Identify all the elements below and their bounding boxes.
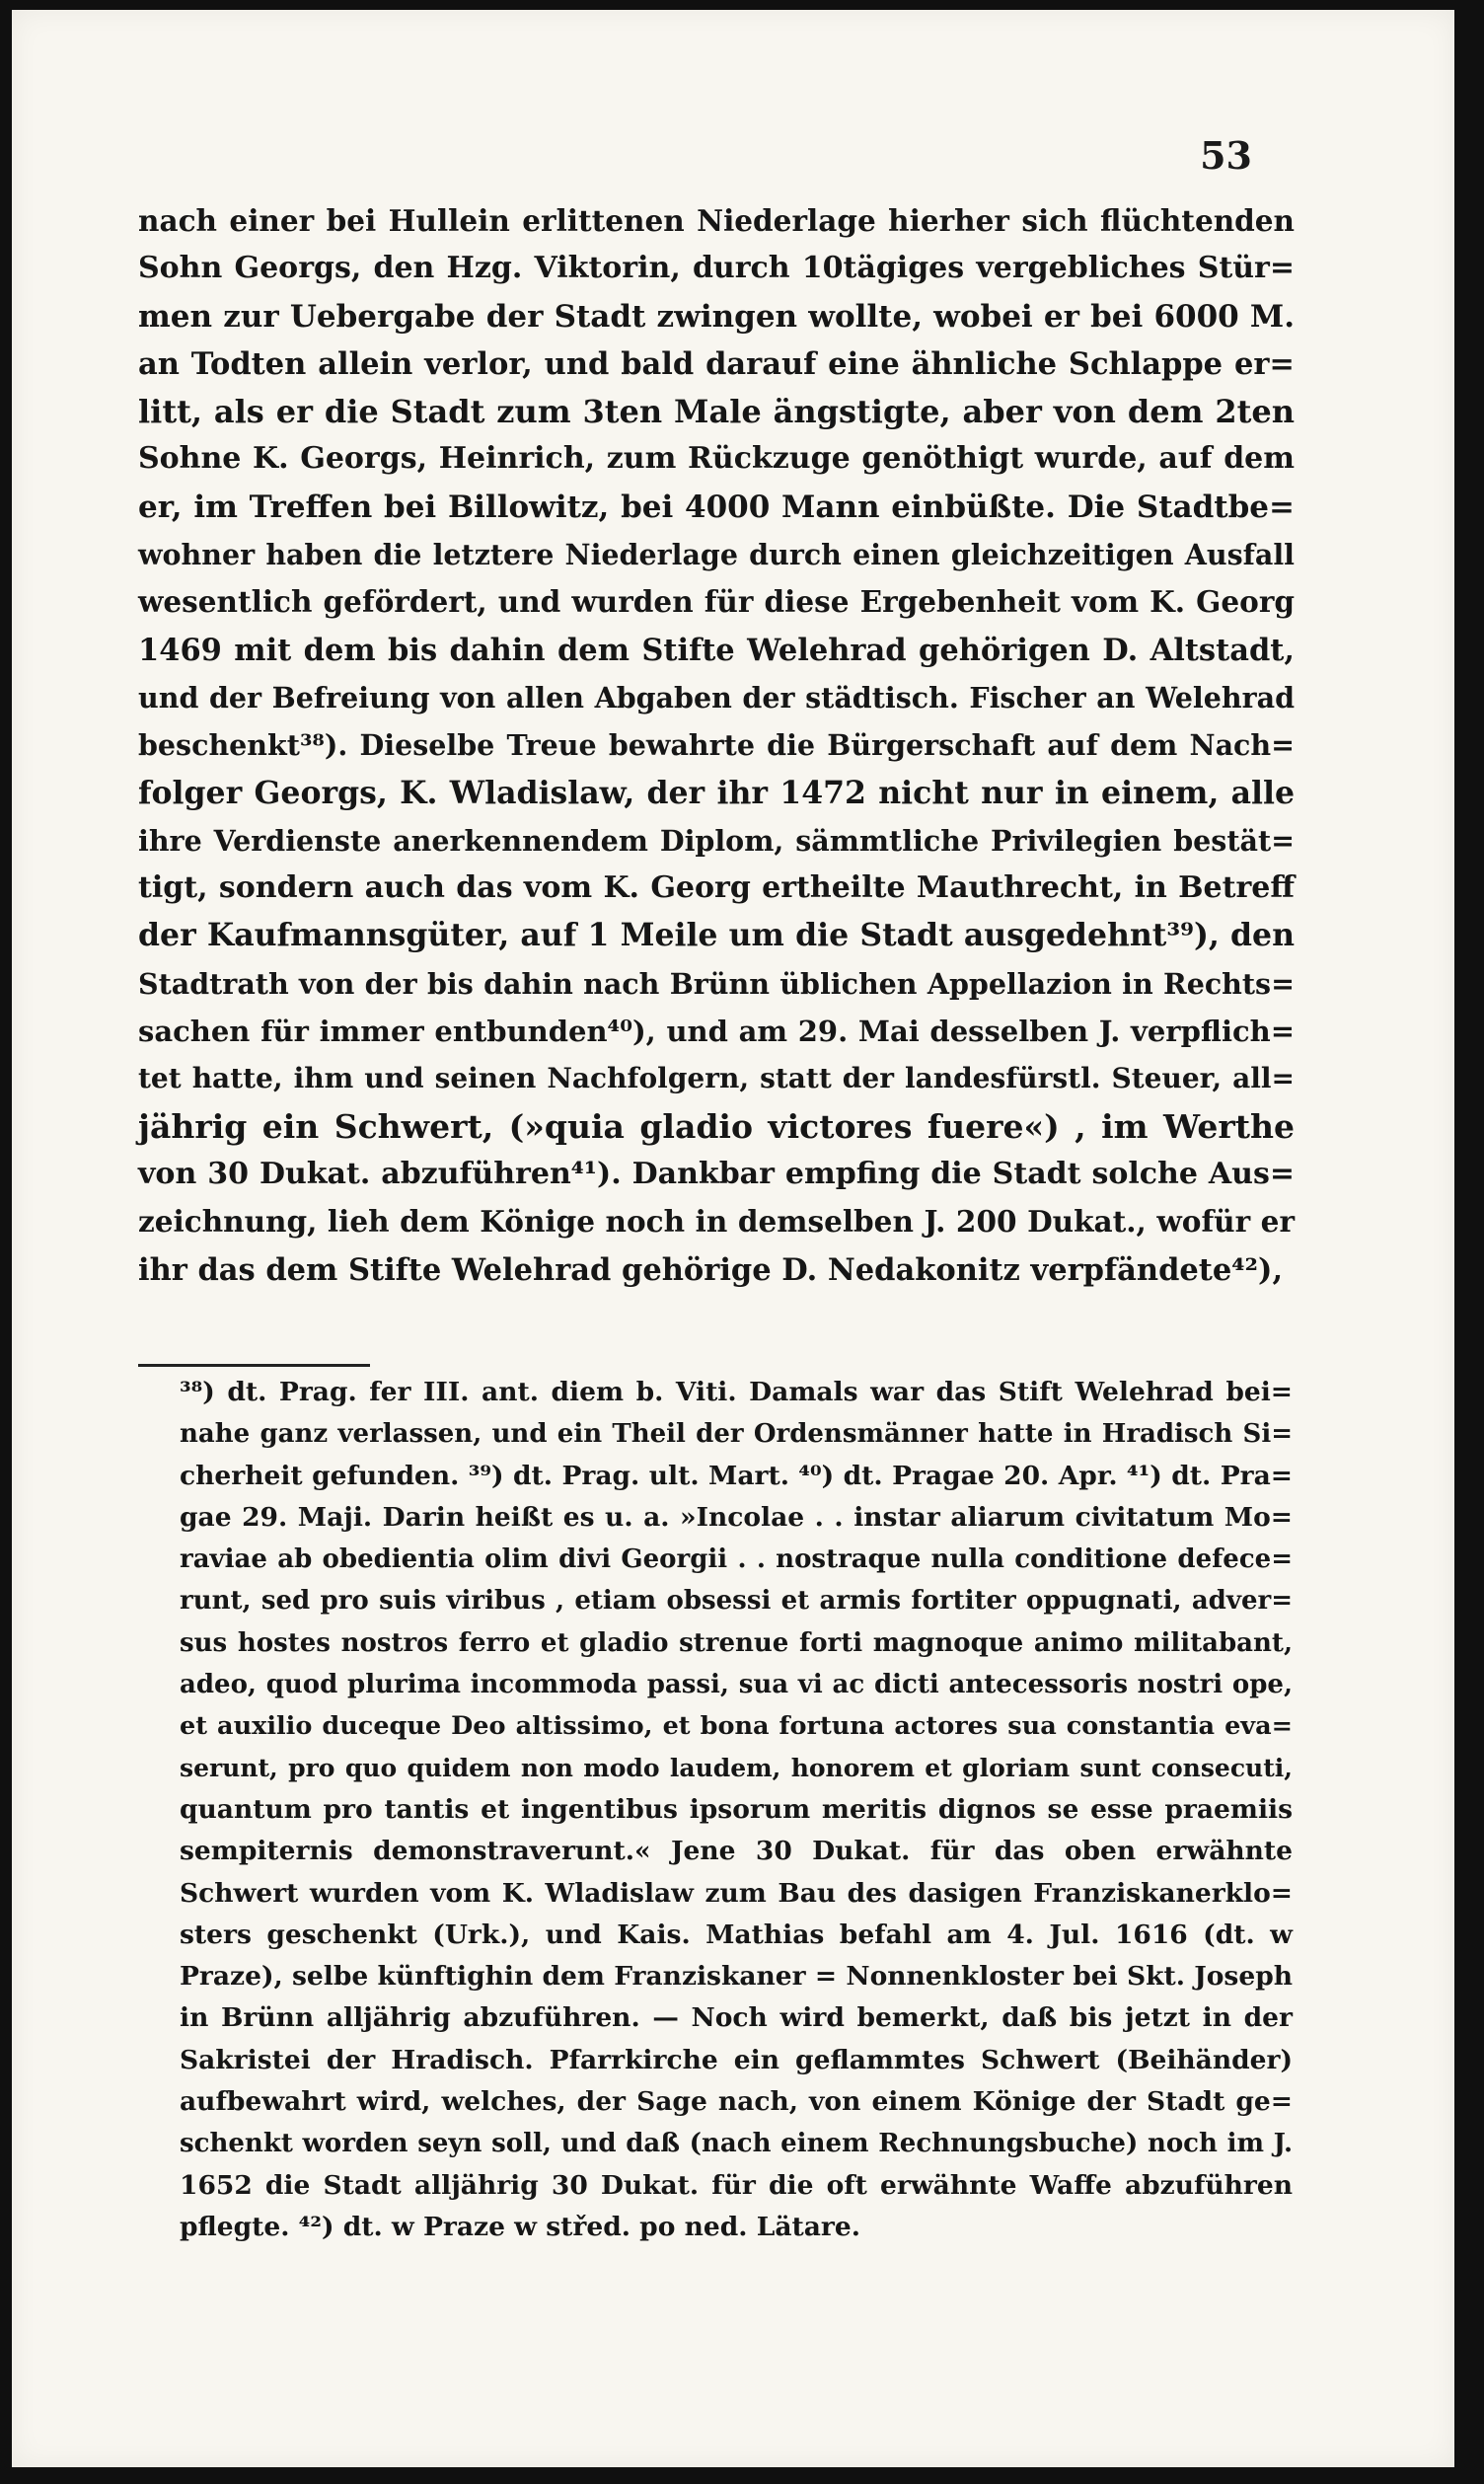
text-line: sachen für immer entbunden⁴⁰), und am 29. Mai desselben J. verpflich= bbox=[138, 1015, 1295, 1049]
text-line: und der Befreiung von allen Abgaben der städtisch. Fischer an Welehrad bbox=[138, 680, 1295, 715]
text-line: Sohn Georgs, den Hzg. Viktorin, durch 10tägiges vergebliches Stür= bbox=[138, 251, 1295, 286]
text-line: ihr das dem Stifte Welehrad gehörige D. Nedakonitz verpfändete⁴²), bbox=[138, 1251, 1284, 1288]
text-line: tet hatte, ihm und seinen Nachfolgern, statt der landesfürstl. Steuer, all= bbox=[138, 1062, 1295, 1095]
footnote-line: ³⁸) dt. Prag. fer III. ant. diem b. Viti. Damals war das Stift Welehrad bei= bbox=[180, 1377, 1293, 1407]
main-text bbox=[138, 197, 1295, 1294]
text-line: tigt, sondern auch das vom K. Georg ertheilte Mauthrecht, in Betreff bbox=[138, 870, 1295, 906]
footnote-line: schenkt worden seyn soll, und daß (nach einem Rechnungsbuche) noch im J. bbox=[180, 2129, 1293, 2159]
footnote-line: sus hostes nostros ferro et gladio strenue forti magnoque animo militabant, bbox=[180, 1627, 1293, 1658]
text-line: men zur Uebergabe der Stadt zwingen wollte, wobei er bei 6000 M. bbox=[138, 298, 1295, 335]
footnote-line: raviae ab obedientia olim divi Georgii . . nostraque nulla conditione defece= bbox=[180, 1544, 1293, 1575]
footnote-line: gae 29. Maji. Darin heißt es u. a. »Incolae . . instar aliarum civitatum Mo= bbox=[180, 1501, 1293, 1533]
footnote-line: Schwert wurden vom K. Wladislaw zum Bau des dasigen Franziskanerklo= bbox=[180, 1877, 1293, 1909]
text-line: nach einer bei Hullein erlittenen Niederlage hierher sich flüchtenden bbox=[138, 203, 1295, 238]
footnote-line: Sakristei der Hradisch. Pfarrkirche ein geflammtes Schwert (Beihänder) bbox=[180, 2044, 1293, 2075]
text-line: von 30 Dukat. abzuführen⁴¹). Dankbar empfing die Stadt solche Aus= bbox=[138, 1156, 1295, 1191]
footnote-line: Praze), selbe künftighin dem Franziskaner = Nonnenkloster bei Skt. Joseph bbox=[180, 1961, 1293, 1993]
footnote-line: adeo, quod plurima incommoda passi, sua vi ac dicti antecessoris nostri ope, bbox=[180, 1670, 1293, 1700]
text-line: 1469 mit dem bis dahin dem Stifte Welehrad gehörigen D. Altstadt, bbox=[138, 632, 1295, 668]
footnote-line: serunt, pro quo quidem non modo laudem, honorem et gloriam sunt consecuti, bbox=[180, 1753, 1293, 1782]
footnote-line: et auxilio duceque Deo altissimo, et bona fortuna actores sua constantia eva= bbox=[180, 1711, 1293, 1742]
book-page bbox=[12, 10, 1454, 2467]
text-line: jährig ein Schwert, (»quia gladio victores fuere«) , im Werthe bbox=[138, 1106, 1295, 1146]
footnote-line: in Brünn alljährig abzuführen. — Noch wird bemerkt, daß bis jetzt in der bbox=[180, 2002, 1293, 2034]
footnote-line: sters geschenkt (Urk.), und Kais. Mathias befahl am 4. Jul. 1616 (dt. w bbox=[180, 1919, 1293, 1950]
text-line: wohner haben die letztere Niederlage durch einen gleichzeitigen Ausfall bbox=[138, 538, 1295, 572]
text-line: ihre Verdienste anerkennendem Diplom, sämmtliche Privilegien bestät= bbox=[138, 823, 1295, 858]
footnote-line: cherheit gefunden. ³⁹) dt. Prag. ult. Mart. ⁴⁰) dt. Pragae 20. Apr. ⁴¹) dt. Pra= bbox=[180, 1460, 1293, 1491]
text-line: an Todten allein verlor, und bald darauf eine ähnliche Schlappe er= bbox=[138, 345, 1295, 382]
text-line: litt, als er die Stadt zum 3ten Male ängstigte, aber von dem 2ten bbox=[138, 393, 1295, 431]
text-line: Sohne K. Georgs, Heinrich, zum Rückzuge genöthigt wurde, auf dem bbox=[138, 441, 1295, 477]
text-line: wesentlich gefördert, und wurden für diese Ergebenheit vom K. Georg bbox=[138, 584, 1295, 620]
text-line: beschenkt³⁸). Dieselbe Treue bewahrte die Bürgerschaft auf dem Nach= bbox=[138, 728, 1295, 763]
text-line: der Kaufmannsgüter, auf 1 Meile um die Stadt ausgedehnt³⁹), den bbox=[138, 917, 1295, 954]
footnote-line: runt, sed pro suis viribus , etiam obsessi et armis fortiter oppugnati, adver= bbox=[180, 1586, 1293, 1617]
footnotes bbox=[180, 1372, 1293, 2248]
text-line: folger Georgs, K. Wladislaw, der ihr 1472 nicht nur in einem, alle bbox=[138, 774, 1295, 811]
footnote-line: aufbewahrt wird, welches, der Sage nach, von einem Könige der Stadt ge= bbox=[180, 2086, 1293, 2118]
footnote-line: 1652 die Stadt alljährig 30 Dukat. für die oft erwähnte Waffe abzuführen bbox=[180, 2169, 1293, 2201]
footnote-line: quantum pro tantis et ingentibus ipsorum meritis dignos se esse praemiis bbox=[180, 1793, 1293, 1825]
footnote-line: nahe ganz verlassen, und ein Theil der Ordensmänner hatte in Hradisch Si= bbox=[180, 1419, 1293, 1450]
page-number: 53 bbox=[1200, 133, 1252, 178]
text-line: er, im Treffen bei Billowitz, bei 4000 Mann einbüßte. Die Stadtbe= bbox=[138, 489, 1295, 525]
text-line: Stadtrath von der bis dahin nach Brünn üblichen Appellazion in Rechts= bbox=[138, 966, 1295, 1001]
footnote-line: pflegte. ⁴²) dt. w Praze w střed. po ned. Lätare. bbox=[180, 2211, 860, 2242]
footnote-separator bbox=[138, 1364, 370, 1367]
text-line: zeichnung, lieh dem Könige noch in demselben J. 200 Dukat., wofür er bbox=[138, 1204, 1295, 1240]
footnote-line: sempiternis demonstraverunt.« Jene 30 Dukat. für das oben erwähnte bbox=[180, 1836, 1293, 1867]
